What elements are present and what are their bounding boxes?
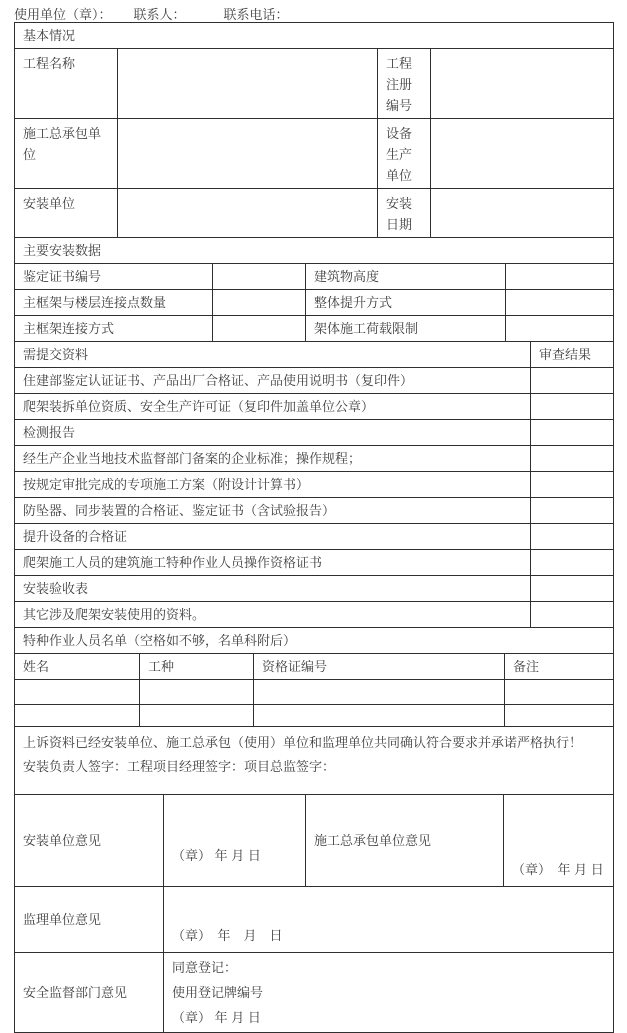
table-row [15, 119, 614, 189]
document-header-line [14, 4, 289, 23]
material-item-label: 经生产企业当地技术监督部门备案的企业标准；操作规程； [15, 446, 531, 472]
supervision-opinion-label: 监理单位意见 [15, 887, 164, 953]
project-name-label: 工程名称 [15, 49, 118, 119]
table-row [15, 524, 614, 550]
basic-info-table [14, 22, 614, 238]
review-result-cell[interactable] [531, 368, 614, 394]
general-contractor-value-cell[interactable] [118, 119, 378, 189]
material-item-label: 其它涉及爬架安装使用的资料。 [15, 602, 531, 628]
install-stamp-cell[interactable]: （章） 年 月 日 [164, 795, 306, 887]
table-row [15, 23, 614, 49]
review-result-cell[interactable] [531, 602, 614, 628]
review-result-cell[interactable] [531, 420, 614, 446]
frame-connection-value-cell[interactable] [213, 316, 306, 342]
table-row [15, 49, 614, 119]
cert-no-value-cell[interactable] [213, 264, 306, 290]
table-row [15, 472, 614, 498]
personnel-cert-no-cell[interactable] [254, 680, 505, 705]
table-row [15, 887, 614, 953]
table-row [15, 446, 614, 472]
contact-label: 联系人： [133, 7, 186, 22]
table-row [15, 189, 614, 238]
review-result-cell[interactable] [531, 524, 614, 550]
table-row [15, 238, 614, 264]
personnel-remark-cell[interactable] [505, 705, 614, 727]
table-row [15, 264, 614, 290]
review-result-cell[interactable] [531, 498, 614, 524]
connection-points-label: 主框架与楼层连接点数量 [15, 290, 213, 316]
equipment-manufacturer-label: 设备生产单位 [378, 119, 431, 189]
materials-table [14, 341, 614, 628]
basic-info-section-title: 基本情况 [15, 23, 614, 49]
install-opinion-label: 安装单位意见 [15, 795, 164, 887]
personnel-col-remark: 备注 [505, 654, 614, 680]
review-result-cell[interactable] [531, 550, 614, 576]
table-row [15, 316, 614, 342]
table-row [15, 654, 614, 680]
material-item-label: 爬架装拆单位资质、安全生产许可证（复印件加盖单位公章） [15, 394, 531, 420]
material-item-label: 安装验收表 [15, 576, 531, 602]
safety-opinion-cell[interactable] [164, 953, 614, 1033]
contractor-stamp-cell[interactable]: （章） 年 月 日 [504, 795, 614, 887]
install-data-section-title: 主要安装数据 [15, 238, 614, 264]
confirmation-cell [15, 727, 614, 795]
review-result-cell[interactable] [531, 576, 614, 602]
contractor-opinion-label: 施工总承包单位意见 [306, 795, 504, 887]
registration-form [14, 22, 613, 1033]
personnel-table [14, 627, 614, 727]
table-row [15, 727, 614, 795]
install-unit-value-cell[interactable] [118, 189, 378, 238]
table-row [15, 550, 614, 576]
safety-opinion-label: 安全监督部门意见 [15, 953, 164, 1033]
install-data-table [14, 237, 614, 342]
safety-plate-no-line: 使用登记牌编号 [172, 985, 264, 1000]
safety-stamp-line: （章） 年 月 日 [172, 1010, 261, 1025]
review-result-cell[interactable] [531, 446, 614, 472]
review-result-cell[interactable] [531, 394, 614, 420]
personnel-trade-cell[interactable] [140, 705, 254, 727]
personnel-col-trade: 工种 [140, 654, 254, 680]
table-row [15, 394, 614, 420]
review-result-header: 审查结果 [531, 342, 614, 368]
frame-connection-label: 主框架连接方式 [15, 316, 213, 342]
table-row [15, 628, 614, 654]
building-height-label: 建筑物高度 [306, 264, 506, 290]
personnel-name-cell[interactable] [15, 680, 140, 705]
table-row [15, 342, 614, 368]
personnel-col-cert-no: 资格证编号 [254, 654, 505, 680]
general-contractor-label: 施工总承包单位 [15, 119, 118, 189]
table-row [15, 498, 614, 524]
personnel-section-title: 特种作业人员名单（空格如不够，名单科附后） [15, 628, 614, 654]
lifting-method-label: 整体提升方式 [306, 290, 506, 316]
material-item-label: 住建部鉴定认证证书、产品出厂合格证、产品使用说明书（复印件） [15, 368, 531, 394]
lifting-method-value-cell[interactable] [506, 290, 614, 316]
project-reg-no-value-cell[interactable] [431, 49, 614, 119]
material-item-label: 检测报告 [15, 420, 531, 446]
table-row [15, 602, 614, 628]
project-name-value-cell[interactable] [118, 49, 378, 119]
use-unit-label: 使用单位（章）： [14, 7, 112, 22]
material-item-label: 爬架施工人员的建筑施工特种作业人员操作资格证书 [15, 550, 531, 576]
personnel-cert-no-cell[interactable] [254, 705, 505, 727]
supervision-stamp-cell[interactable]: （章） 年 月 日 [164, 887, 614, 953]
confirmation-table [14, 726, 614, 795]
table-row [15, 420, 614, 446]
opinions-bottom-table [14, 886, 614, 1033]
table-row [15, 680, 614, 705]
material-item-label: 防坠器、同步装置的合格证、鉴定证书（含试验报告） [15, 498, 531, 524]
load-limit-label: 架体施工荷载限制 [306, 316, 506, 342]
material-item-label: 按规定审批完成的专项施工方案（附设计计算书） [15, 472, 531, 498]
material-item-label: 提升设备的合格证 [15, 524, 531, 550]
personnel-name-cell[interactable] [15, 705, 140, 727]
table-row [15, 953, 614, 1033]
connection-points-value-cell[interactable] [213, 290, 306, 316]
phone-label: 联系电话： [223, 7, 289, 22]
materials-section-title: 需提交资料 [15, 342, 531, 368]
table-row [15, 795, 614, 887]
equipment-manufacturer-value-cell[interactable] [431, 119, 614, 189]
install-date-label: 安装日期 [378, 189, 431, 238]
personnel-trade-cell[interactable] [140, 680, 254, 705]
table-row [15, 290, 614, 316]
personnel-col-name: 姓名 [15, 654, 140, 680]
opinions-top-table [14, 794, 614, 887]
project-reg-no-label: 工程注册编号 [378, 49, 431, 119]
confirmation-signature-line: 安装负责人签字：工程项目经理签字：项目总监签字： [23, 759, 336, 774]
personnel-remark-cell[interactable] [505, 680, 614, 705]
install-date-value-cell[interactable] [431, 189, 614, 238]
table-row [15, 705, 614, 727]
table-row [15, 368, 614, 394]
install-unit-label: 安装单位 [15, 189, 118, 238]
building-height-value-cell[interactable] [506, 264, 614, 290]
cert-no-label: 鉴定证书编号 [15, 264, 213, 290]
table-row [15, 576, 614, 602]
confirmation-statement: 上诉资料已经安装单位、施工总承包（使用）单位和监理单位共同确认符合要求并承诺严格执行！ [23, 735, 583, 750]
safety-agree-line: 同意登记： [172, 960, 238, 975]
review-result-cell[interactable] [531, 472, 614, 498]
load-limit-value-cell[interactable] [506, 316, 614, 342]
